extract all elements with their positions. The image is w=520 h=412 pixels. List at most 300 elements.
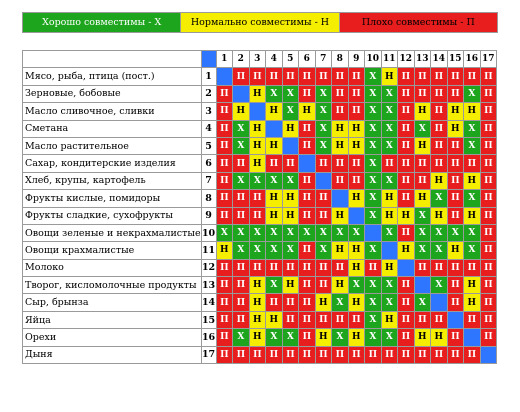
table-row (23, 259, 497, 276)
compat-cell: Х (233, 172, 250, 189)
compat-cell: Н (348, 294, 365, 311)
compat-cell: П (447, 259, 464, 276)
compat-cell: П (431, 259, 448, 276)
compat-cell: Х (332, 294, 349, 311)
row-name: Хлеб, крупы, картофель (23, 172, 202, 189)
table-row (23, 120, 497, 137)
compat-cell: Н (348, 259, 365, 276)
compat-cell: Х (431, 242, 448, 259)
compat-cell: Х (414, 294, 431, 311)
compat-cell: П (480, 85, 497, 102)
compat-cell: Н (381, 259, 398, 276)
compat-cell: Х (365, 85, 382, 102)
compat-cell: Х (464, 137, 481, 154)
compat-cell: П (233, 277, 250, 294)
row-name: Сахар, кондитерские изделия (23, 155, 202, 172)
compat-cell: П (282, 155, 299, 172)
compat-cell: П (480, 103, 497, 120)
column-header: 5 (282, 51, 299, 68)
column-header: 11 (381, 51, 398, 68)
compat-cell: П (332, 85, 349, 102)
compat-cell: П (480, 155, 497, 172)
compat-cell: Х (233, 329, 250, 346)
compatibility-table (22, 50, 497, 364)
compat-cell: П (431, 120, 448, 137)
compat-cell: П (480, 224, 497, 241)
compat-cell: Н (332, 120, 349, 137)
compat-cell: Х (365, 103, 382, 120)
compat-cell: Х (249, 172, 266, 189)
compat-cell: Н (431, 329, 448, 346)
compat-cell: П (447, 155, 464, 172)
compat-cell: П (299, 68, 316, 85)
row-number: 6 (201, 155, 216, 172)
compat-cell: П (480, 242, 497, 259)
column-header: 12 (398, 51, 415, 68)
compat-cell: П (431, 103, 448, 120)
compat-cell: П (216, 259, 233, 276)
compat-cell: Х (365, 190, 382, 207)
compat-cell: Х (266, 224, 283, 241)
compat-cell: П (464, 259, 481, 276)
row-number: 8 (201, 190, 216, 207)
compat-cell: П (315, 346, 332, 363)
compat-cell: П (216, 155, 233, 172)
compat-cell: П (332, 68, 349, 85)
compat-cell: П (216, 329, 233, 346)
column-header: 3 (249, 51, 266, 68)
compat-cell: Н (464, 172, 481, 189)
row-number: 16 (201, 329, 216, 346)
compat-cell: Х (414, 207, 431, 224)
compat-cell: П (282, 259, 299, 276)
compat-cell: Н (464, 277, 481, 294)
table-row (23, 311, 497, 328)
compat-cell: П (299, 242, 316, 259)
compat-cell: Х (249, 224, 266, 241)
row-number: 7 (201, 172, 216, 189)
compat-cell: Н (414, 137, 431, 154)
compat-cell: П (447, 137, 464, 154)
compat-cell: П (447, 277, 464, 294)
compat-cell: Х (381, 120, 398, 137)
self-cell (381, 242, 398, 259)
compat-cell: П (315, 277, 332, 294)
compat-cell: П (233, 346, 250, 363)
self-cell (398, 259, 415, 276)
compat-cell: П (464, 68, 481, 85)
legend (22, 12, 498, 33)
compat-cell: Н (249, 120, 266, 137)
compat-cell: Х (233, 137, 250, 154)
compat-cell: П (365, 259, 382, 276)
compat-cell: Х (315, 242, 332, 259)
compat-cell: Х (348, 224, 365, 241)
compat-cell: П (431, 68, 448, 85)
compat-cell: П (299, 277, 316, 294)
header-blank (23, 51, 202, 68)
column-header: 10 (365, 51, 382, 68)
compat-cell: П (431, 137, 448, 154)
compat-cell: П (216, 207, 233, 224)
row-number: 13 (201, 277, 216, 294)
table-row (23, 224, 497, 241)
compat-cell: П (348, 103, 365, 120)
compat-cell: Х (266, 85, 283, 102)
compat-cell: Н (381, 311, 398, 328)
compat-cell: Н (216, 242, 233, 259)
compat-cell: Х (381, 294, 398, 311)
self-cell (282, 137, 299, 154)
compat-cell: П (480, 311, 497, 328)
row-name: Творог, кисломолочные продукты (23, 277, 202, 294)
column-header: 6 (299, 51, 316, 68)
compat-cell: П (447, 172, 464, 189)
self-cell (447, 311, 464, 328)
row-number: 3 (201, 103, 216, 120)
compat-cell: П (398, 224, 415, 241)
row-name: Орехи (23, 329, 202, 346)
self-cell (216, 68, 233, 85)
compat-cell: П (299, 259, 316, 276)
compat-cell: Х (431, 277, 448, 294)
compat-cell: П (480, 329, 497, 346)
compat-cell: П (299, 172, 316, 189)
compat-cell: П (216, 172, 233, 189)
compat-cell: П (216, 346, 233, 363)
compat-cell: Х (365, 172, 382, 189)
compat-cell: Х (414, 224, 431, 241)
compat-cell: Н (266, 137, 283, 154)
compat-cell: П (464, 346, 481, 363)
compat-cell: П (216, 190, 233, 207)
compat-cell: Н (414, 329, 431, 346)
compat-cell: П (398, 68, 415, 85)
compat-cell: П (216, 311, 233, 328)
compat-cell: П (398, 346, 415, 363)
table-row (23, 294, 497, 311)
compat-cell: П (398, 329, 415, 346)
self-cell (233, 85, 250, 102)
row-number: 14 (201, 294, 216, 311)
compat-cell: Н (315, 329, 332, 346)
legend-bad: Плохо совместимы - П (340, 13, 497, 32)
compat-cell: Х (365, 155, 382, 172)
row-name: Масло растительное (23, 137, 202, 154)
compat-cell: П (266, 346, 283, 363)
compat-cell: П (480, 137, 497, 154)
column-header: 4 (266, 51, 283, 68)
row-name: Фрукты кислые, помидоры (23, 190, 202, 207)
compat-cell: П (464, 155, 481, 172)
compat-cell: П (282, 311, 299, 328)
compat-cell: П (216, 120, 233, 137)
compat-cell: П (365, 346, 382, 363)
compat-cell: П (249, 207, 266, 224)
compat-cell: П (447, 294, 464, 311)
corner-cell (201, 51, 216, 68)
row-name: Сыр, брынза (23, 294, 202, 311)
compat-cell: Х (365, 68, 382, 85)
compat-cell: Х (414, 120, 431, 137)
compat-cell: Н (348, 329, 365, 346)
compat-cell: Н (348, 190, 365, 207)
compat-cell: П (299, 346, 316, 363)
row-name: Яйца (23, 311, 202, 328)
compat-cell: Н (464, 294, 481, 311)
compat-cell: П (233, 294, 250, 311)
compat-cell: Х (365, 242, 382, 259)
compat-cell: П (282, 68, 299, 85)
compat-cell: Х (315, 120, 332, 137)
compat-cell: П (348, 311, 365, 328)
self-cell (414, 277, 431, 294)
row-name: Молоко (23, 259, 202, 276)
compat-cell: П (299, 190, 316, 207)
row-name: Овощи зеленые и некрахмалистые (23, 224, 202, 241)
compat-cell: Н (414, 190, 431, 207)
compat-cell: Х (332, 329, 349, 346)
compat-cell: П (398, 277, 415, 294)
compat-cell: Х (365, 294, 382, 311)
compat-cell: Х (233, 120, 250, 137)
compat-cell: П (332, 172, 349, 189)
compat-cell: Х (282, 329, 299, 346)
column-header: 9 (348, 51, 365, 68)
compat-cell: П (414, 172, 431, 189)
compat-cell: Н (348, 137, 365, 154)
compat-cell: Х (365, 120, 382, 137)
compat-cell: П (315, 190, 332, 207)
compat-cell: Х (381, 85, 398, 102)
compat-cell: П (414, 346, 431, 363)
compat-cell: П (249, 259, 266, 276)
column-header: 15 (447, 51, 464, 68)
compat-cell: Х (365, 277, 382, 294)
self-cell (464, 329, 481, 346)
row-name: Овощи крахмалистые (23, 242, 202, 259)
compat-cell: Н (249, 137, 266, 154)
compat-cell: Х (315, 85, 332, 102)
row-name: Масло сливочное, сливки (23, 103, 202, 120)
compat-cell: П (348, 155, 365, 172)
column-header: 14 (431, 51, 448, 68)
compat-cell: П (414, 259, 431, 276)
compat-cell: Х (431, 224, 448, 241)
compat-cell: П (216, 294, 233, 311)
compat-cell: П (282, 294, 299, 311)
compat-cell: П (315, 311, 332, 328)
self-cell (249, 103, 266, 120)
compat-cell: П (480, 68, 497, 85)
compat-cell: П (398, 190, 415, 207)
compat-cell: Н (447, 120, 464, 137)
compat-cell: Н (282, 277, 299, 294)
compat-cell: Н (332, 277, 349, 294)
compat-cell: П (332, 346, 349, 363)
compat-cell: П (233, 68, 250, 85)
row-number: 10 (201, 224, 216, 241)
row-name: Зерновые, бобовые (23, 85, 202, 102)
compat-cell: П (233, 311, 250, 328)
row-number: 1 (201, 68, 216, 85)
compat-cell: Х (282, 103, 299, 120)
compat-cell: П (249, 68, 266, 85)
compat-cell: П (216, 103, 233, 120)
table-row (23, 137, 497, 154)
compat-cell: Х (447, 224, 464, 241)
table-row (23, 242, 497, 259)
compat-cell: П (299, 311, 316, 328)
compat-cell: Х (381, 329, 398, 346)
compat-cell: П (398, 311, 415, 328)
compat-cell: П (398, 103, 415, 120)
compat-cell: Н (381, 207, 398, 224)
compat-cell: Н (249, 277, 266, 294)
header-row (23, 51, 497, 68)
compat-cell: Х (282, 85, 299, 102)
compat-cell: П (332, 259, 349, 276)
self-cell (315, 172, 332, 189)
compat-cell: П (431, 155, 448, 172)
compat-cell: Н (398, 242, 415, 259)
table-row (23, 190, 497, 207)
compat-cell: П (299, 329, 316, 346)
compat-cell: Н (398, 207, 415, 224)
column-header: 2 (233, 51, 250, 68)
compat-cell: П (381, 346, 398, 363)
compat-cell: П (464, 311, 481, 328)
compat-cell: Х (315, 103, 332, 120)
compat-cell: П (398, 172, 415, 189)
compat-cell: Н (233, 103, 250, 120)
table-row (23, 277, 497, 294)
compat-cell: П (414, 155, 431, 172)
compat-cell: П (480, 277, 497, 294)
self-cell (348, 207, 365, 224)
compat-cell: П (431, 346, 448, 363)
compat-cell: Х (315, 224, 332, 241)
compat-cell: Х (365, 137, 382, 154)
compat-cell: Н (332, 137, 349, 154)
compat-cell: Х (464, 190, 481, 207)
compat-cell: П (233, 207, 250, 224)
compat-cell: П (381, 155, 398, 172)
column-header: 16 (464, 51, 481, 68)
compat-cell: Х (381, 277, 398, 294)
compat-cell: Н (348, 120, 365, 137)
compat-cell: П (216, 85, 233, 102)
compat-cell: Н (381, 190, 398, 207)
compat-cell: П (315, 155, 332, 172)
compat-cell: П (480, 207, 497, 224)
compat-cell: Х (315, 137, 332, 154)
compat-cell: П (266, 294, 283, 311)
self-cell (299, 155, 316, 172)
compat-cell: П (299, 137, 316, 154)
compat-cell: П (398, 85, 415, 102)
compat-cell: Н (266, 190, 283, 207)
compat-cell: П (216, 277, 233, 294)
compat-cell: Х (233, 242, 250, 259)
compat-cell: Х (414, 242, 431, 259)
compat-cell: Х (282, 172, 299, 189)
compat-cell: П (249, 346, 266, 363)
compat-cell: Н (249, 294, 266, 311)
compat-cell: П (233, 155, 250, 172)
row-name: Фрукты сладкие, сухофрукты (23, 207, 202, 224)
compat-cell: Х (282, 224, 299, 241)
compat-cell: П (398, 155, 415, 172)
compat-cell: Х (381, 137, 398, 154)
compat-cell: П (447, 68, 464, 85)
compat-cell: П (299, 207, 316, 224)
compat-cell: П (348, 68, 365, 85)
row-number: 4 (201, 120, 216, 137)
compat-cell: П (266, 259, 283, 276)
compat-cell: П (398, 294, 415, 311)
table-row (23, 68, 497, 85)
compat-cell: Х (381, 172, 398, 189)
compat-cell: П (332, 155, 349, 172)
row-number: 12 (201, 259, 216, 276)
compat-cell: Х (266, 329, 283, 346)
column-header: 7 (315, 51, 332, 68)
self-cell (431, 294, 448, 311)
compat-cell: П (398, 137, 415, 154)
compat-cell: П (249, 190, 266, 207)
legend-good: Хорошо совместимы - Х (23, 13, 180, 32)
row-number: 15 (201, 311, 216, 328)
compat-cell: П (480, 294, 497, 311)
column-header: 13 (414, 51, 431, 68)
compat-cell: П (447, 207, 464, 224)
compat-cell: Н (464, 103, 481, 120)
compat-cell: П (447, 85, 464, 102)
compat-cell: П (447, 346, 464, 363)
compat-cell: П (348, 346, 365, 363)
compat-cell: П (299, 294, 316, 311)
compat-cell: П (233, 190, 250, 207)
compat-cell: Н (266, 103, 283, 120)
compat-cell: Н (249, 155, 266, 172)
column-header: 8 (332, 51, 349, 68)
compat-cell: Н (266, 207, 283, 224)
row-name: Сметана (23, 120, 202, 137)
compat-cell: Х (464, 85, 481, 102)
compat-cell: П (216, 137, 233, 154)
compat-cell: П (299, 85, 316, 102)
compat-cell: Н (431, 172, 448, 189)
compat-cell: Н (332, 242, 349, 259)
table-row (23, 207, 497, 224)
compat-cell: Н (282, 207, 299, 224)
compat-cell: Х (381, 224, 398, 241)
compat-cell: Х (233, 224, 250, 241)
compat-cell: Х (266, 277, 283, 294)
compat-cell: П (299, 120, 316, 137)
compat-cell: Н (249, 311, 266, 328)
column-header: 17 (480, 51, 497, 68)
compat-cell: Н (381, 68, 398, 85)
compat-cell: П (480, 190, 497, 207)
compat-cell: Н (447, 103, 464, 120)
compat-cell: Н (249, 329, 266, 346)
compat-cell: Х (266, 172, 283, 189)
compat-cell: Н (315, 294, 332, 311)
compat-cell: П (480, 259, 497, 276)
compat-cell: Х (365, 329, 382, 346)
